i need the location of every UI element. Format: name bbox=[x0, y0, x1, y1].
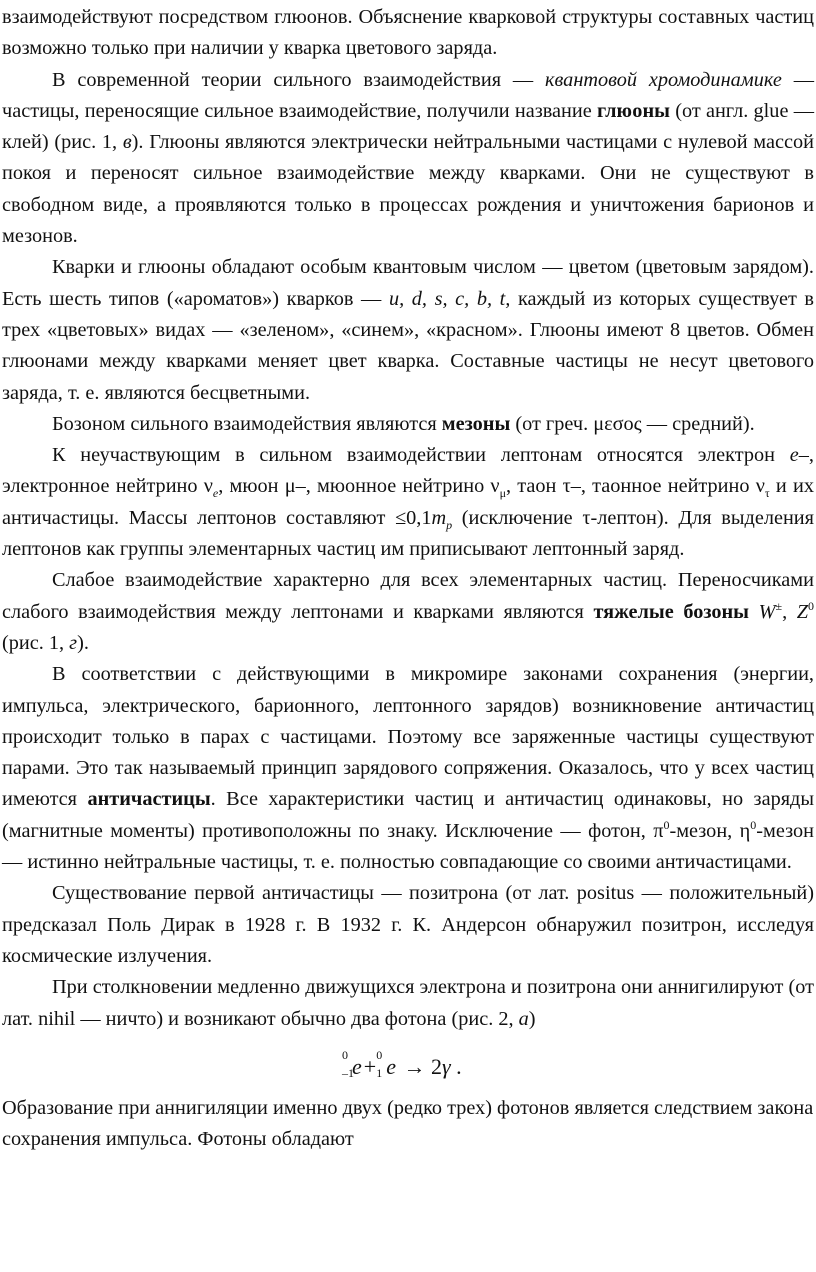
paragraph-annihilation: При столкновении медленно движущихся электрона и позитрона они аннигилируют (от лат. nihil — ничто) и возникают обычно два фотона (рис. 2, а) bbox=[2, 976, 814, 1030]
plus-sign: + bbox=[363, 1053, 377, 1079]
annihilation-formula: 0 –1 e+ 0 1 e → 2γ . bbox=[2, 1047, 814, 1087]
paragraph-qcd: В современной теории сильного взаимодействия — квантовой хромодинамике — частицы, переносящие сильное взаимодействие, получили название глюоны (от англ. glue — клей) (рис. 1, в). Глюоны являются электрически нейтральными частицами с нулевой массой покоя и переносят сильное взаимодействие между кварками. Они не существуют в свободном виде, а проявляются только в процессах рождения и уничтожения барионов и мезонов. bbox=[2, 68, 814, 248]
positron-symbol: 0 1 e bbox=[376, 1047, 396, 1080]
arrow-icon: → bbox=[403, 1053, 426, 1079]
paragraph-mesons: Бозоном сильного взаимодействия являются мезоны (от греч. μεσος — средний). bbox=[52, 412, 755, 435]
paragraph-positron: Существование первой античастицы — позитрона (от лат. positus — положительный) предсказал Поль Дирак в 1928 г. В 1932 г. К. Андерсон обнаружил позитрон, исследуя космические излучения. bbox=[2, 882, 814, 967]
paragraph-leptons: К неучаствующим в сильном взаимодействии лептонам относятся электрон e–, электронное нейтрино $\nu_e$, мюон μ–, мюонное нейтрино $\nu_\mu$, таон τ–, таонное нейтрино $\nu_\tau$ и их античастицы. Массы лептонов составляют $\le 0,1m_p$ (исключение τ-лептон). Для выделения лептонов как группы элементарных частиц им приписывают лептонный заряд. bbox=[2, 444, 814, 561]
paragraph-antiparticles: В соответствии с действующими в микромире законами сохранения (энергии, импульса, электрического, барионного, лептонного зарядов) возникновение античастиц происходит только в парах с частицами. Поэтому все заряженные частицы существуют парами. Это так называемый принцип зарядового сопряжения. Оказалось, что у всех частиц имеются античастицы. Все характеристики частиц и античастиц одинаковы, но заряды (магнитные моменты) противоположны по знаку. Исключение — фотон, $\pi^0$-мезон, $\eta^0$-мезон — истинно нейтральные частицы, т. е. полностью совпадающие со своими античастицами. bbox=[2, 663, 814, 874]
paragraph-weak-interaction: Слабое взаимодействие характерно для всех элементарных частиц. Переносчиками слабого взаимодействия между лептонами и кварками являются тяжелые бозоны W±, $Z^0$ (рис. 1, г). bbox=[2, 569, 815, 654]
gamma-symbol: γ bbox=[441, 1053, 451, 1079]
paragraph-momentum: Образование при аннигиляции именно двух (редко трех) фотонов является следствием закона сохранения импульса. Фотоны обладают bbox=[2, 1096, 814, 1151]
paragraph-color-charge: Кварки и глюоны обладают особым квантовым числом — цветом (цветовым зарядом). Есть шесть типов («ароматов») кварков — u, d, s, c, b, t, каждый из которых существует в трех «цветовых» видах — «зеленом», «синем», «красном». Глюоны имеют 8 цветов. Обмен глюонами между кварками меняет цвет кварка. Составные частицы не несут цветового заряда, т. е. являются бесцветными. bbox=[2, 256, 814, 404]
paragraph-gluon-intro: взаимодействуют посредством глюонов. Объяснение кварковой структуры составных частиц возможно только при наличии у кварка цветового заряда. bbox=[2, 6, 814, 60]
electron-symbol: 0 –1 e bbox=[342, 1047, 362, 1080]
photon-count: 2 bbox=[430, 1053, 442, 1079]
